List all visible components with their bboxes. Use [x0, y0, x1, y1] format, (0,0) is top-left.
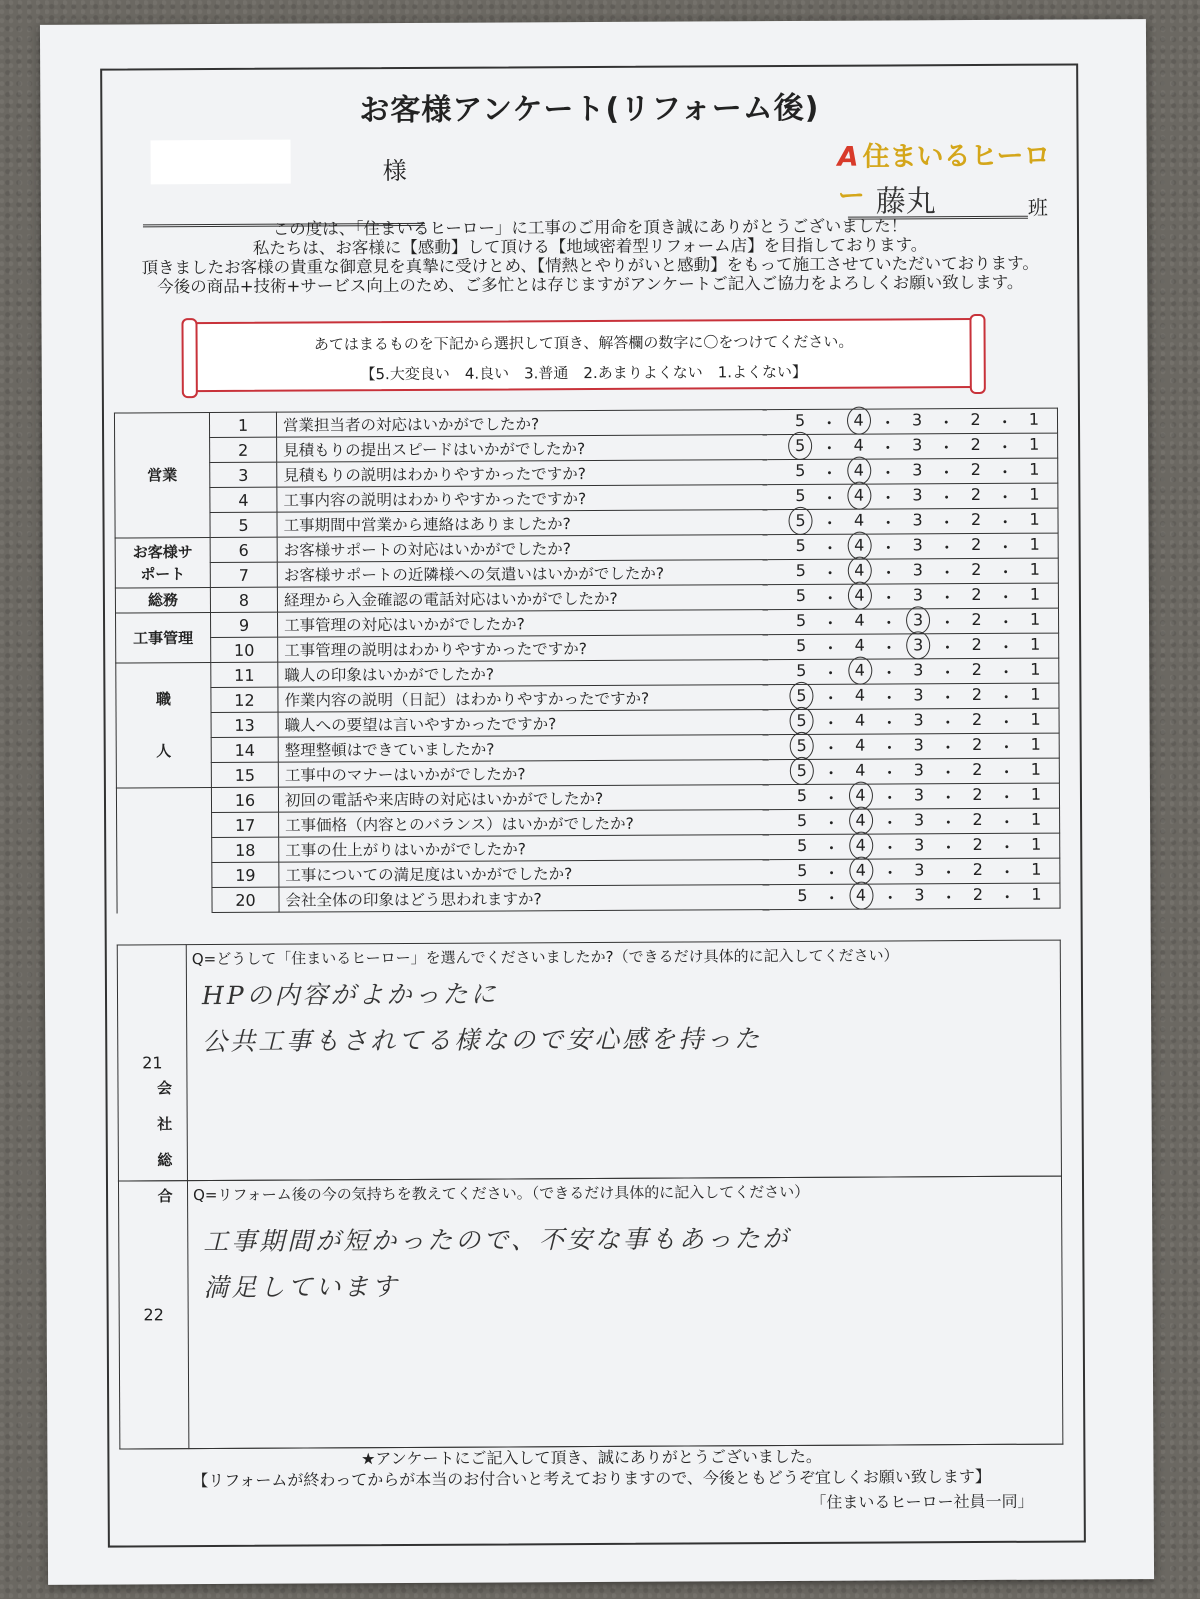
score-separator: ・ — [823, 763, 840, 783]
score-separator: ・ — [881, 737, 898, 758]
intro-text — [103, 215, 1077, 296]
score-separator: ・ — [997, 512, 1014, 532]
score-options — [768, 658, 1059, 685]
score-option[interactable]: 2 — [972, 809, 983, 829]
score-option[interactable]: 1 — [1030, 709, 1041, 729]
intro-line: 私たちは、お客様に【感動】して頂ける【地域密着型リフォーム店】を目指しております。 — [252, 235, 928, 258]
question-number: 15 — [211, 762, 278, 787]
score-separator: ・ — [822, 588, 839, 608]
category-construction — [116, 613, 211, 663]
score-option-selected[interactable]: 4 — [848, 885, 874, 908]
score-option[interactable]: 5 — [795, 585, 807, 605]
score-option[interactable]: 1 — [1028, 434, 1040, 454]
free-question-prompt: Q=リフォーム後の今の気持ちを教えてください。（できるだけ具体的に記入してください） — [193, 1182, 810, 1205]
score-separator: ・ — [940, 837, 957, 857]
survey-title: お客様アンケート(リフォーム後) — [359, 90, 820, 129]
score-separator: ・ — [940, 887, 957, 907]
question-number: 19 — [212, 862, 279, 887]
category-company-cell — [116, 788, 212, 913]
question-text: 見積もりの説明はわかりやすかったですか? — [277, 460, 768, 488]
question-number: 9 — [211, 612, 278, 637]
score-option[interactable]: 2 — [971, 584, 982, 604]
question-text: 整理整頓はできていましたか? — [278, 735, 769, 763]
score-option-selected[interactable]: 4 — [846, 485, 872, 508]
free-answer-cell[interactable] — [186, 940, 1061, 1181]
question-row — [117, 883, 1060, 913]
free-question-prompt: Q=どうして「住まいるヒーロー」を選んでくださいましたか?（できるだけ具体的に記入してください） — [191, 946, 899, 969]
free-question-22 — [118, 1176, 1063, 1450]
logo-mark-icon: A — [837, 141, 859, 173]
score-options — [769, 833, 1060, 860]
question-text: 職人への要望は言いやすかったですか? — [278, 710, 769, 738]
score-separator: ・ — [940, 862, 957, 882]
category-craftsman — [116, 663, 212, 788]
score-option[interactable]: 5 — [794, 410, 806, 430]
score-separator: ・ — [821, 538, 838, 558]
score-option-selected[interactable]: 5 — [789, 735, 815, 758]
question-number: 6 — [210, 537, 277, 562]
score-options — [769, 758, 1060, 785]
score-option[interactable]: 5 — [797, 885, 808, 905]
score-option[interactable]: 1 — [1029, 584, 1041, 604]
question-text: 工事管理の説明はわかりやすかったですか? — [278, 635, 769, 663]
category-char: 人 — [156, 742, 172, 761]
score-separator: ・ — [939, 737, 957, 757]
score-options — [767, 433, 1058, 460]
team-line — [848, 186, 1028, 220]
footer-line-1: ★アンケートにご記入して頂き、誠にありがとうございました。 — [361, 1446, 822, 1469]
score-option[interactable]: 3 — [912, 559, 923, 579]
question-number: 2 — [210, 437, 277, 462]
score-separator: ・ — [997, 587, 1014, 607]
score-separator: ・ — [998, 687, 1015, 707]
score-option-selected[interactable]: 5 — [789, 760, 815, 783]
score-option[interactable]: 3 — [911, 434, 923, 454]
question-text: 工事管理の対応はいかがでしたか? — [278, 610, 769, 638]
score-option-selected[interactable]: 3 — [905, 635, 931, 658]
question-text: お客様サポートの対応はいかがでしたか? — [277, 535, 768, 563]
question-number: 3 — [210, 462, 277, 487]
team-label: 班 — [1027, 195, 1048, 220]
score-separator: ・ — [881, 662, 898, 683]
team-name-handwritten: 藤丸 — [875, 184, 936, 220]
score-separator: ・ — [821, 563, 839, 583]
score-separator: ・ — [821, 513, 838, 533]
score-options — [769, 883, 1060, 910]
category-admin — [115, 588, 210, 613]
score-option[interactable]: 1 — [1029, 534, 1040, 554]
free-answer-cell[interactable] — [187, 1176, 1062, 1449]
score-option-selected[interactable]: 4 — [848, 860, 874, 883]
score-option[interactable]: 3 — [912, 459, 923, 479]
handwritten-answer-line: 満足しています — [203, 1272, 400, 1303]
category-support — [115, 538, 210, 588]
score-separator: ・ — [938, 437, 955, 457]
score-option[interactable]: 4 — [854, 710, 866, 730]
score-separator: ・ — [880, 487, 897, 508]
score-option[interactable]: 2 — [970, 434, 981, 454]
score-separator: ・ — [938, 487, 955, 507]
score-option[interactable]: 5 — [796, 635, 807, 655]
score-option[interactable]: 5 — [795, 560, 806, 580]
score-option[interactable]: 4 — [853, 510, 865, 530]
score-option[interactable]: 2 — [970, 459, 981, 479]
question-number: 12 — [211, 687, 278, 712]
score-option[interactable]: 4 — [855, 760, 866, 780]
question-number: 4 — [210, 487, 277, 512]
question-text: 営業担当者の対応はいかがでしたか? — [276, 410, 767, 438]
category-label: 工事管理 — [133, 628, 194, 647]
score-separator: ・ — [821, 463, 838, 483]
score-separator: ・ — [882, 862, 899, 883]
category-char: 会 — [156, 1079, 173, 1098]
score-option[interactable]: 5 — [795, 610, 807, 630]
score-option-selected[interactable]: 4 — [845, 410, 871, 433]
score-option[interactable]: 2 — [970, 409, 981, 429]
score-separator: ・ — [881, 837, 899, 858]
score-separator: ・ — [939, 712, 956, 732]
intro-line: 頂きましたお客様の貴重な御意見を真摯に受けとめ、【情熱とやりがいと感動】をもって施工させていただいております。 — [141, 253, 1039, 278]
score-option[interactable]: 2 — [972, 859, 983, 879]
score-option[interactable]: 4 — [855, 735, 866, 755]
score-separator: ・ — [881, 787, 898, 808]
survey-frame — [100, 63, 1086, 1547]
score-options — [768, 558, 1059, 585]
score-option[interactable]: 2 — [970, 509, 982, 529]
score-separator: ・ — [939, 662, 956, 682]
score-options — [767, 458, 1058, 485]
score-option[interactable]: 3 — [913, 659, 924, 679]
score-separator: ・ — [998, 737, 1015, 757]
category-label: お客様サポート — [132, 542, 193, 583]
score-option[interactable]: 1 — [1030, 784, 1042, 804]
score-separator: ・ — [880, 537, 897, 558]
score-separator: ・ — [998, 712, 1015, 732]
score-option[interactable]: 2 — [971, 684, 983, 704]
score-option[interactable]: 5 — [795, 535, 806, 555]
score-options — [767, 483, 1058, 510]
score-option[interactable]: 2 — [972, 884, 984, 904]
score-options — [769, 783, 1060, 810]
survey-paper — [40, 19, 1154, 1585]
score-separator: ・ — [939, 687, 956, 707]
score-option[interactable]: 3 — [912, 534, 923, 554]
score-separator: ・ — [996, 412, 1013, 432]
score-separator: ・ — [997, 612, 1014, 632]
score-option[interactable]: 2 — [971, 709, 983, 729]
footer — [119, 1444, 1063, 1534]
score-separator: ・ — [999, 862, 1016, 882]
score-separator: ・ — [938, 462, 955, 482]
score-options — [769, 858, 1060, 885]
score-separator: ・ — [823, 863, 840, 883]
score-separator: ・ — [996, 462, 1014, 482]
score-option[interactable]: 3 — [914, 884, 925, 904]
score-separator: ・ — [823, 838, 840, 858]
category-char: 社 — [157, 1115, 173, 1134]
score-option[interactable]: 5 — [795, 485, 806, 505]
category-sales — [114, 413, 210, 538]
score-option-selected[interactable]: 5 — [787, 435, 813, 458]
question-text: 工事内容の説明はわかりやすかったですか? — [277, 485, 768, 513]
score-separator: ・ — [823, 788, 840, 808]
score-option-selected[interactable]: 4 — [848, 810, 874, 833]
score-separator: ・ — [939, 587, 956, 607]
score-separator: ・ — [998, 662, 1015, 682]
question-text: 経理から入金確認の電話対応はいかがでしたか? — [277, 585, 768, 613]
question-number: 21 — [117, 945, 187, 1181]
score-separator: ・ — [823, 813, 840, 833]
free-question-21 — [117, 940, 1062, 1182]
score-option[interactable]: 2 — [971, 559, 982, 579]
score-option-selected[interactable]: 4 — [846, 535, 872, 558]
score-option[interactable]: 5 — [796, 785, 808, 805]
score-option[interactable]: 1 — [1029, 509, 1040, 529]
question-number: 18 — [212, 837, 279, 862]
question-number: 13 — [211, 712, 278, 737]
score-separator: ・ — [998, 837, 1016, 857]
question-number: 1 — [209, 412, 276, 437]
score-option[interactable]: 2 — [972, 834, 983, 854]
score-separator: ・ — [880, 637, 897, 658]
score-option-selected[interactable]: 4 — [846, 560, 872, 583]
score-separator: ・ — [999, 887, 1016, 907]
score-option[interactable]: 3 — [914, 859, 925, 879]
score-options — [768, 608, 1059, 635]
score-option[interactable]: 3 — [913, 709, 924, 729]
score-option[interactable]: 1 — [1030, 684, 1041, 704]
handwritten-answer-line: HPの内容がよかったに — [201, 979, 499, 1011]
score-option[interactable]: 2 — [971, 659, 982, 679]
question-number: 14 — [211, 737, 278, 762]
score-separator: ・ — [938, 512, 955, 532]
score-separator: ・ — [939, 612, 956, 632]
intro-line: 今後の商品+技術+サービス向上のため、ご多忙とは存じますがアンケートご記入ご協力をよろしくお願い致します。 — [157, 272, 1024, 297]
category-label: 総務 — [147, 591, 178, 610]
score-separator: ・ — [880, 612, 897, 633]
score-option[interactable]: 5 — [795, 460, 806, 480]
score-separator: ・ — [881, 687, 898, 708]
score-option[interactable]: 5 — [797, 835, 808, 855]
score-option[interactable]: 1 — [1030, 734, 1041, 754]
question-text: 工事中のマナーはいかがでしたか? — [278, 760, 769, 788]
score-option[interactable]: 5 — [797, 860, 808, 880]
score-option[interactable]: 1 — [1029, 459, 1040, 479]
score-separator: ・ — [880, 512, 897, 533]
score-separator: ・ — [880, 587, 897, 608]
instruction-line-2: 【5.大変良い 4.良い 3.普通 2.あまりよくない 1.よくない】 — [360, 362, 808, 384]
score-option[interactable]: 4 — [853, 435, 864, 455]
score-separator: ・ — [822, 713, 839, 733]
logo-text: 住まいるヒーロー — [837, 140, 1051, 212]
footer-line-2: 【リフォームが終わってからが本当のお付合いと考えておりますので、今後ともどうぞ宜しくお願い致します】 — [192, 1466, 991, 1491]
score-separator: ・ — [997, 562, 1014, 582]
score-options — [769, 708, 1060, 735]
score-option-selected[interactable]: 3 — [905, 610, 931, 633]
score-separator: ・ — [822, 663, 839, 683]
score-separator: ・ — [940, 762, 957, 782]
footer-signature: 「住まいるヒーロー社員一同」 — [810, 1491, 1034, 1512]
score-separator: ・ — [822, 688, 839, 708]
score-options — [769, 808, 1060, 835]
score-separator: ・ — [998, 762, 1015, 782]
score-option[interactable]: 5 — [796, 810, 808, 830]
question-text: 工事についての満足度はいかがでしたか? — [279, 860, 770, 888]
score-separator: ・ — [998, 812, 1015, 832]
score-separator: ・ — [879, 437, 896, 458]
question-text: 職人の印象はいかがでしたか? — [278, 660, 769, 688]
score-option-selected[interactable]: 4 — [846, 460, 872, 483]
score-option[interactable]: 3 — [913, 809, 925, 829]
score-options — [769, 733, 1060, 760]
score-option[interactable]: 1 — [1030, 634, 1041, 654]
score-option[interactable]: 2 — [972, 734, 983, 754]
score-option[interactable]: 3 — [913, 684, 924, 704]
score-option[interactable]: 1 — [1030, 759, 1041, 779]
score-option[interactable]: 3 — [913, 784, 925, 804]
score-options — [767, 408, 1058, 435]
score-separator: ・ — [938, 537, 955, 557]
score-option[interactable]: 3 — [913, 759, 924, 779]
score-option[interactable]: 3 — [912, 484, 923, 504]
score-separator: ・ — [882, 887, 899, 908]
question-row — [116, 633, 1059, 663]
score-separator: ・ — [879, 412, 896, 433]
handwritten-answer-line: 公共工事もされてる様なので安心感を持った — [202, 1024, 763, 1057]
score-option[interactable]: 2 — [971, 634, 982, 654]
question-number: 22 — [118, 1181, 188, 1449]
score-option[interactable]: 1 — [1029, 559, 1040, 579]
score-option[interactable]: 2 — [971, 534, 982, 554]
score-option[interactable]: 3 — [913, 734, 924, 754]
score-separator: ・ — [940, 812, 957, 832]
score-option-selected[interactable]: 4 — [847, 785, 873, 808]
category-company — [117, 1070, 212, 1214]
score-separator: ・ — [996, 437, 1013, 457]
score-separator: ・ — [822, 638, 839, 658]
score-separator: ・ — [822, 613, 839, 633]
question-text: 工事期間中営業から連絡はありましたか? — [277, 510, 768, 538]
score-separator: ・ — [997, 637, 1014, 657]
score-option[interactable]: 2 — [971, 609, 982, 629]
score-option[interactable]: 1 — [1030, 659, 1041, 679]
question-text: 初回の電話や来店時の対応はいかがでしたか? — [278, 785, 769, 813]
question-number: 11 — [211, 662, 278, 687]
score-option-selected[interactable]: 4 — [847, 660, 873, 683]
score-separator: ・ — [881, 762, 898, 783]
question-text: 見積もりの提出スピードはいかがでしたか? — [277, 435, 768, 463]
score-option[interactable]: 1 — [1029, 609, 1041, 629]
question-text: お客様サポートの近隣様への気遣いはいかがでしたか? — [277, 560, 768, 588]
score-separator: ・ — [823, 888, 840, 908]
score-separator: ・ — [939, 637, 956, 657]
instruction-banner — [189, 318, 977, 392]
category-char: 合 — [157, 1187, 173, 1206]
score-option-selected[interactable]: 4 — [846, 585, 872, 608]
question-text: 作業内容の説明（日記）はわかりやすかったですか? — [278, 685, 769, 713]
score-option[interactable]: 4 — [854, 610, 865, 630]
question-text: 工事価格（内容とのバランス）はいかがでしたか? — [279, 810, 770, 838]
score-separator: ・ — [880, 562, 897, 583]
score-separator: ・ — [881, 712, 898, 733]
score-option-selected[interactable]: 5 — [789, 710, 815, 733]
question-number: 8 — [210, 587, 277, 612]
score-separator: ・ — [821, 488, 838, 508]
score-option[interactable]: 1 — [1030, 809, 1042, 829]
score-option[interactable]: 5 — [796, 660, 807, 680]
instruction-line-1: あてはまるものを下記から選択して頂き、解答欄の数字に〇をつけてください。 — [313, 332, 854, 354]
score-options — [768, 633, 1059, 660]
category-char: 総 — [157, 1151, 173, 1170]
score-option[interactable]: 2 — [970, 484, 982, 504]
customer-suffix: 様 — [382, 156, 407, 186]
score-option-selected[interactable]: 5 — [787, 510, 813, 533]
question-number: 10 — [211, 637, 278, 662]
score-separator: ・ — [997, 537, 1014, 557]
score-separator: ・ — [940, 787, 957, 807]
category-label: 営業 — [147, 466, 178, 485]
score-option[interactable]: 1 — [1028, 409, 1040, 429]
score-option[interactable]: 1 — [1031, 834, 1042, 854]
intro-line: この度は、「住まいるヒーロー」に工事のご用命を頂き誠にありがとうございました！ — [272, 216, 908, 239]
handwritten-answer-line: 工事期間が短かったので、不安な事もあったが — [203, 1223, 791, 1257]
rating-table — [114, 408, 1061, 914]
score-option[interactable]: 1 — [1031, 884, 1042, 904]
score-separator: ・ — [881, 812, 898, 833]
score-option-selected[interactable]: 4 — [848, 835, 874, 858]
score-option[interactable]: 3 — [911, 409, 923, 429]
question-number: 16 — [211, 787, 278, 812]
score-option[interactable]: 4 — [854, 635, 865, 655]
score-separator: ・ — [821, 438, 838, 458]
score-option[interactable]: 3 — [914, 834, 925, 854]
score-separator: ・ — [997, 487, 1014, 507]
question-number: 17 — [212, 812, 279, 837]
score-separator: ・ — [998, 787, 1015, 807]
score-options — [768, 583, 1059, 610]
score-separator: ・ — [822, 738, 840, 758]
score-option[interactable]: 2 — [972, 784, 983, 804]
score-options — [768, 683, 1059, 710]
question-text: 工事の仕上がりはいかがでしたか? — [279, 835, 770, 863]
score-options — [768, 533, 1059, 560]
score-separator: ・ — [879, 462, 897, 483]
category-char: 職 — [155, 690, 172, 709]
question-text: 会社全体の印象はどう思われますか? — [279, 885, 770, 913]
score-option[interactable]: 2 — [972, 759, 983, 779]
score-option[interactable]: 3 — [912, 584, 924, 604]
score-option-selected[interactable]: 5 — [788, 685, 814, 708]
score-separator: ・ — [938, 412, 955, 432]
score-option[interactable]: 1 — [1029, 484, 1040, 504]
score-option[interactable]: 1 — [1031, 859, 1042, 879]
score-options — [767, 508, 1058, 535]
customer-name-redacted — [151, 140, 291, 185]
score-separator: ・ — [821, 413, 838, 433]
score-option[interactable]: 3 — [912, 509, 923, 529]
question-number: 20 — [212, 887, 279, 912]
question-number: 5 — [210, 512, 277, 537]
score-separator: ・ — [938, 562, 956, 582]
question-number: 7 — [210, 562, 277, 587]
score-option[interactable]: 4 — [854, 685, 866, 705]
